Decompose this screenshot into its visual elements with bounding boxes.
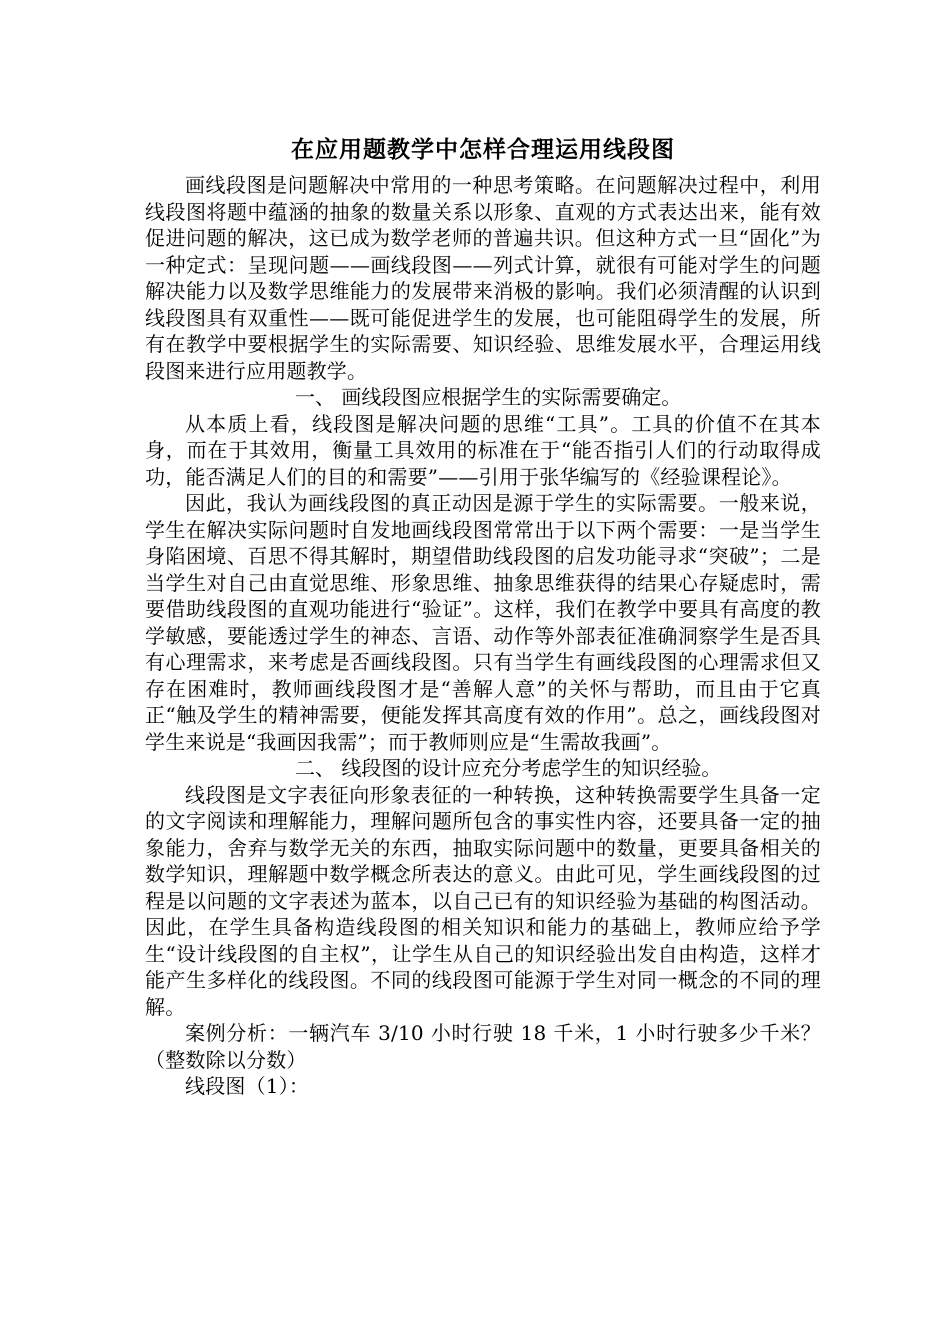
figure-caption: 线段图（1）： [185, 1074, 310, 1098]
document-page [145, 132, 821, 1100]
section-heading: 二、 线段图的设计应充分考虑学生的知识经验。 [295, 756, 722, 780]
body-paragraph: 画线段图是问题解决中常用的一种思考策略。在问题解决过程中，利用线段图将题中蕴涵的抽象的数量关系以形象、直观的方式表达出来，能有效促进问题的解决，这已成为数学老师的普遍共识。但这种方式一旦“固化”为一种定式：呈现问题——画线段图——列式计算，就很有可能对学生的问题解决能力以及数学思维能力的发展带来消极的影响。我们必须清醒的认识到线段图具有双重性——既可能促进学生的发展，也可能阻碍学生的发展，所有在教学中要根据学生的实际需要、知识经验、思维发展水平，合理运用线段图来进行应用题教学。 [145, 173, 821, 383]
case-analysis-paragraph: 案例分析：一辆汽车 3/10 小时行驶 18 千米，1 小时行驶多少千米？（整数除以分数） [145, 1021, 821, 1072]
body-paragraph: 因此，我认为画线段图的真正动因是源于学生的实际需要。一般来说，学生在解决实际问题时自发地画线段图常常出于以下两个需要：一是当学生身陷困境、百思不得其解时，期望借助线段图的启发功能寻求“突破”；二是当学生对自己由直觉思维、形象思维、抽象思维获得的结果心存疑虑时，需要借助线段图的直观功能进行“验证”。这样，我们在教学中要具有高度的教学敏感，要能透过学生的神态、言语、动作等外部表征准确洞察学生是否具有心理需求，来考虑是否画线段图。只有当学生有画线段图的心理需求但又存在困难时，教师画线段图才是“善解人意”的关怀与帮助，而且由于它真正“触及学生的精神需要，便能发挥其高度有效的作用”。总之，画线段图对学生来说是“我画因我需”；而于教师则应是“生需故我画”。 [145, 491, 821, 754]
body-paragraph: 线段图是文字表征向形象表征的一种转换，这种转换需要学生具备一定的文字阅读和理解能力，理解问题所包含的事实性内容，还要具备一定的抽象能力，舍弃与数学无关的东西，抽取实际问题中的数量，更要具备相关的数学知识，理解题中数学概念所表达的意义。由此可见，学生画线段图的过程是以问题的文字表述为蓝本，以自己已有的知识经验为基础的构图活动。因此，在学生具备构造线段图的相关知识和能力的基础上，教师应给予学生“设计线段图的自主权”，让学生从自己的知识经验出发自由构造，这样才能产生多样化的线段图。不同的线段图可能源于学生对同一概念的不同的理解。 [145, 782, 821, 1019]
document-title: 在应用题教学中怎样合理运用线段图 [291, 137, 675, 163]
section-heading: 一、 画线段图应根据学生的实际需要确定。 [295, 385, 682, 409]
body-paragraph: 从本质上看，线段图是解决问题的思维“工具”。工具的价值不在其本身，而在于其效用，衡量工具效用的标准在于“能否指引人们的行动取得成功，能否满足人们的目的和需要”——引用于张华编写的《经验课程论》。 [145, 411, 821, 489]
